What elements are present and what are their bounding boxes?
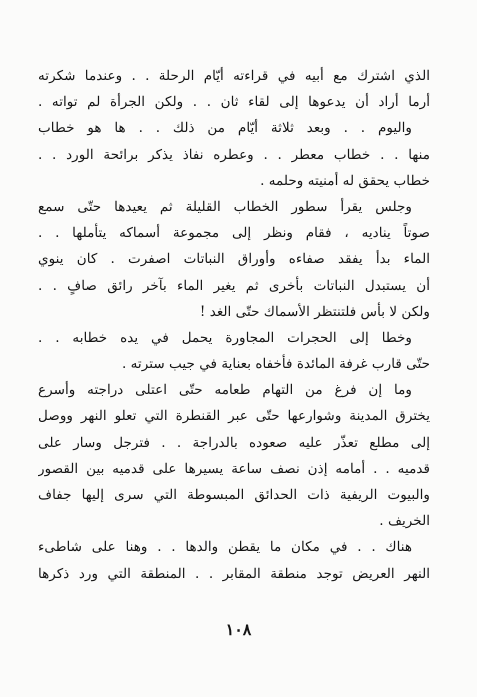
text-line: وجلس يقرأ سطور الخطاب القليلة ثم يعيدها حتّى سمع	[38, 198, 412, 215]
text-line: واليوم . . وبعد ثلاثة أيّام من ذلك . . ها هو خطاب	[38, 120, 412, 137]
text-line: ولكن لا بأس فلتنتظر الأسماك حتّى الغد !	[199, 303, 430, 320]
text-line: قدميه . . أمامه إذن نصف ساعة يسيرها على قدميه بين القصور	[38, 460, 430, 477]
text-line: صوتاً يناديه ، فقام ونظر إلى مجموعة أسماكه يتأملها . .	[38, 225, 430, 242]
text-line: أن يستبدل النباتات بأخرى ثم يغير الماء بآخر رائق صافٍ . .	[38, 277, 430, 294]
page-number: ١٠٨	[225, 620, 252, 639]
text-line: إلى مطلع تعذّر عليه صعوده بالدراجة . . فترجل وسار على	[38, 434, 430, 451]
text-line: الماء بدأ يفقد صفاءه وأوراق النباتات اصفرت . كان ينوي	[38, 251, 430, 268]
text-line: خطاب يحقق له أمنيته وحلمه .	[260, 172, 430, 189]
text-line: أرما أراد أن يدعوها إلى لقاء ثان . . ولكن الجرأة لم تواته .	[38, 94, 430, 111]
text-line: هناك . . في مكان ما يقطن والدها . . وهنا على شاطىء	[38, 539, 412, 556]
text-line: يخترق المدينة وشوارعها حتّى عبر القنطرة التي تعلو النهر ووصل	[38, 408, 430, 425]
text-line: والبيوت الريفية ذات الحدائق المبسوطة التي سرى إليها جفاف	[38, 487, 430, 503]
text-line: الخريف .	[379, 513, 430, 530]
text-line: النهر العريض توجد منطقة المقابر . . المنطقة التي ورد ذكرها	[38, 565, 430, 582]
text-line: منها . . خطاب معطر . . وعطره نفاذ يذكر برائحة الورد . .	[38, 146, 430, 163]
text-line: الذي اشترك مع أبيه في قراءته أيّام الرحلة . . وعندما شكرته	[38, 68, 430, 84]
body-text	[38, 63, 430, 587]
text-line: وخطا إلى الحجرات المجاورة يحمل في يده خطابه . .	[38, 329, 412, 346]
text-line: حتّى قارب غرفة المائدة فأخفاه بعناية في جيب سترته .	[122, 356, 430, 373]
text-line: وما إن فرغ من التهام طعامه حتّى اعتلى دراجته وأسرع	[38, 382, 412, 399]
